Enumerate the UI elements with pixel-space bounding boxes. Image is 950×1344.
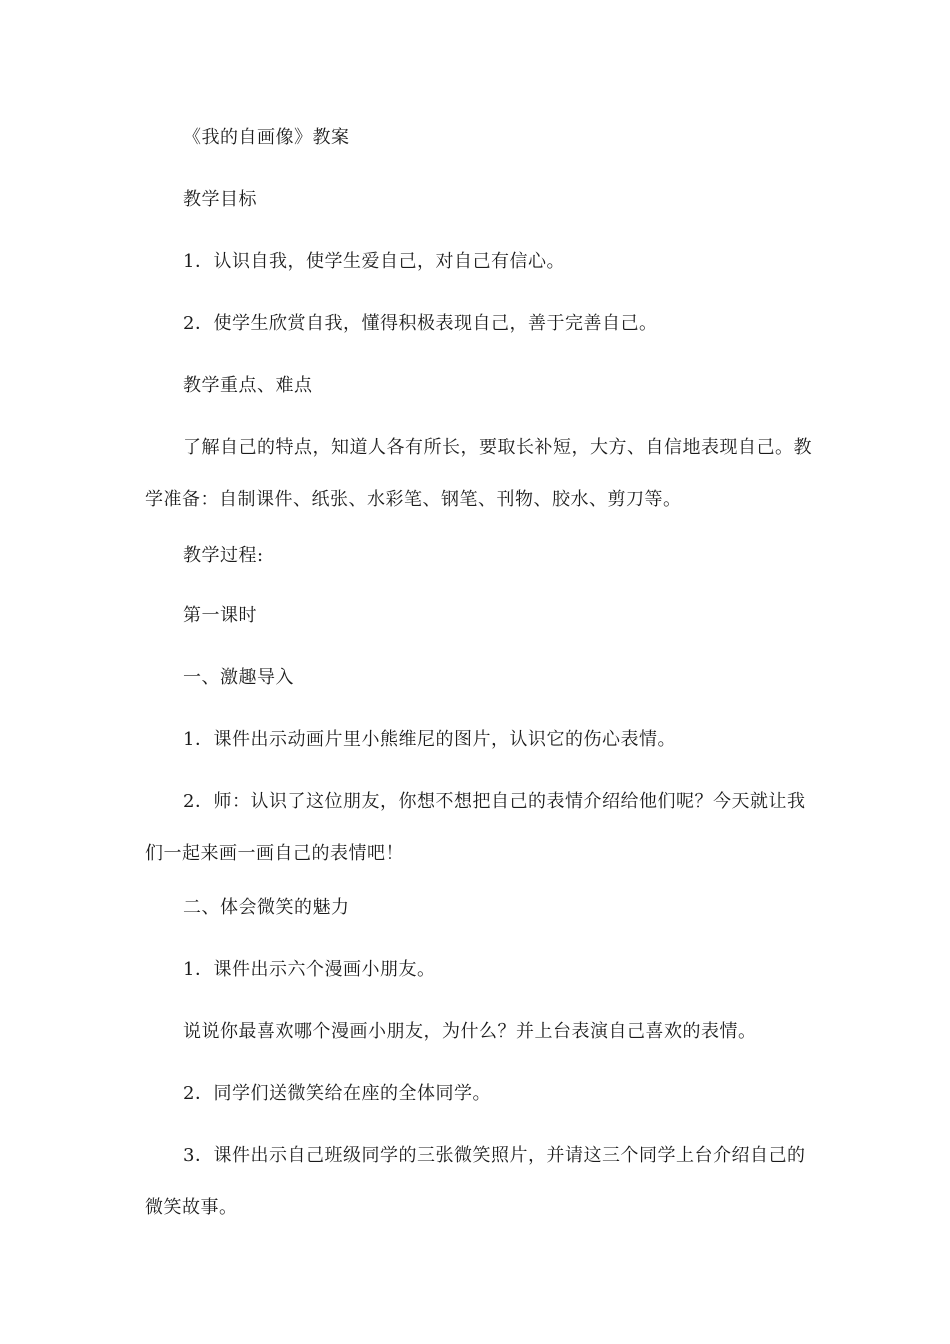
- part-two-item-3: 3．课件出示自己班级同学的三张微笑照片，并请这三个同学上台介绍自己的微笑故事。: [145, 1145, 806, 1218]
- objective-item-2: 2．使学生欣赏自我，懂得积极表现自己，善于完善自己。: [183, 313, 658, 334]
- objective-item-1: 1．认识自我，使学生爱自己，对自己有信心。: [183, 251, 565, 272]
- part-two-item-1: 1．课件出示六个漫画小朋友。: [183, 959, 436, 980]
- part-one-item-1: 1．课件出示动画片里小熊维尼的图片，认识它的伤心表情。: [183, 729, 676, 750]
- part-one-heading: 一、激趣导入: [183, 667, 294, 688]
- part-two-heading: 二、体会微笑的魅力: [183, 897, 350, 918]
- key-points-paragraph: 了解自己的特点，知道人各有所长，要取长补短，大方、自信地表现自己。教学准备：自制课件、纸张、水彩笔、钢笔、刊物、胶水、剪刀等。: [145, 437, 812, 510]
- part-two-item-2: 2．同学们送微笑给在座的全体同学。: [183, 1083, 491, 1104]
- part-two-item-1-detail: 说说你最喜欢哪个漫画小朋友，为什么？并上台表演自己喜欢的表情。: [183, 1021, 757, 1042]
- section-heading-process: 教学过程:: [183, 545, 264, 566]
- section-heading-key-points: 教学重点、难点: [183, 375, 313, 396]
- lesson-one-heading: 第一课时: [183, 605, 257, 626]
- section-heading-objectives: 教学目标: [183, 189, 257, 210]
- document-title: 《我的自画像》教案: [183, 127, 350, 148]
- part-one-item-2: 2．师：认识了这位朋友，你想不想把自己的表情介绍给他们呢？今天就让我们一起来画一画自己的表情吧！: [145, 791, 806, 864]
